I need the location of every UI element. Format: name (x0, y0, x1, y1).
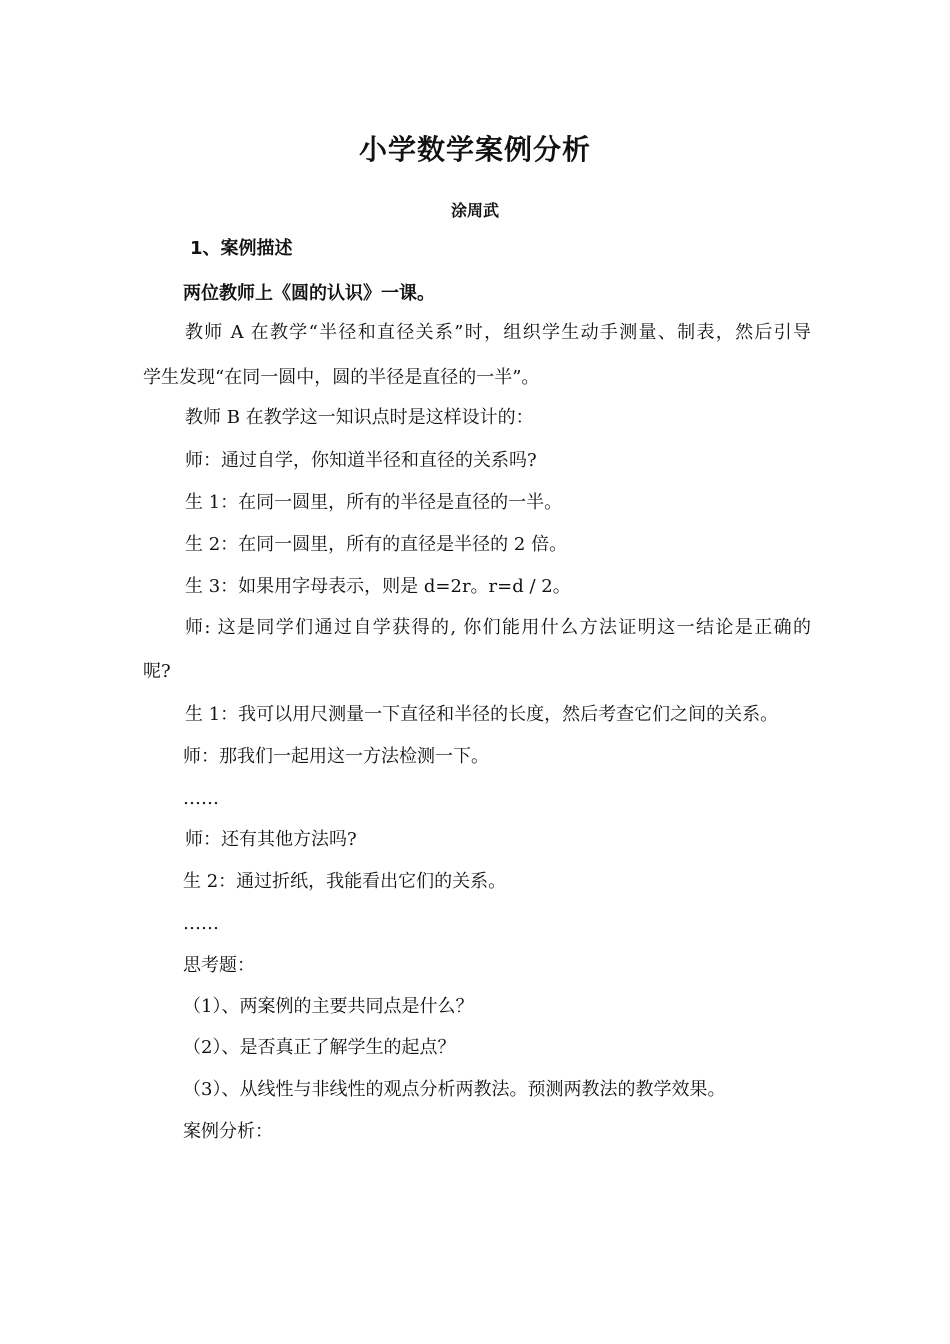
dialogue-line: 师: 这是同学们通过自学获得的, 你们能用什么方法证明这一结论是正确的 (185, 617, 811, 638)
dialogue-line: 生 1：在同一圆里，所有的半径是直径的一半。 (185, 492, 563, 513)
ellipsis: …… (183, 788, 219, 809)
author-name: 涂周武 (450, 201, 499, 220)
intro-paragraph: 两位教师上《圆的认识》一课。 (183, 283, 435, 304)
question-item: （1）、两案例的主要共同点是什么？ (183, 996, 474, 1017)
document-title: 小学数学案例分析 (358, 133, 591, 166)
dialogue-line: 师：那我们一起用这一方法检测一下。 (183, 746, 489, 767)
teacher-b-paragraph: 教师 B 在教学这一知识点时是这样设计的： (185, 407, 534, 428)
analysis-heading: 案例分析： (183, 1121, 273, 1142)
question-item: （3）、从线性与非线性的观点分析两教法。预测两教法的教学效果。 (183, 1079, 726, 1100)
questions-heading: 思考题： (183, 955, 255, 976)
dialogue-line: 师：通过自学，你知道半径和直径的关系吗? (185, 450, 537, 471)
dialogue-line: 生 2：在同一圆里，所有的直径是半径的 2 倍。 (185, 534, 568, 555)
dialogue-line: 生 1：我可以用尺测量一下直径和半径的长度，然后考查它们之间的关系。 (185, 704, 779, 725)
dialogue-line-continued: 呢? (143, 661, 171, 682)
dialogue-line: 生 3：如果用字母表示，则是 d=2r。r=d / 2。 (185, 576, 571, 597)
ellipsis: …… (183, 913, 219, 934)
question-item: （2）、是否真正了解学生的起点？ (183, 1037, 456, 1058)
section-heading: 1、案例描述 (190, 238, 293, 259)
teacher-a-paragraph-line-2: 学生发现“在同一圆中，圆的半径是直径的一半”。 (143, 367, 540, 388)
dialogue-line: 师：还有其他方法吗? (185, 829, 357, 850)
teacher-a-paragraph-line-1: 教师 A 在教学“半径和直径关系”时，组织学生动手测量、制表，然后引导 (185, 322, 811, 343)
dialogue-line: 生 2：通过折纸，我能看出它们的关系。 (183, 871, 507, 892)
